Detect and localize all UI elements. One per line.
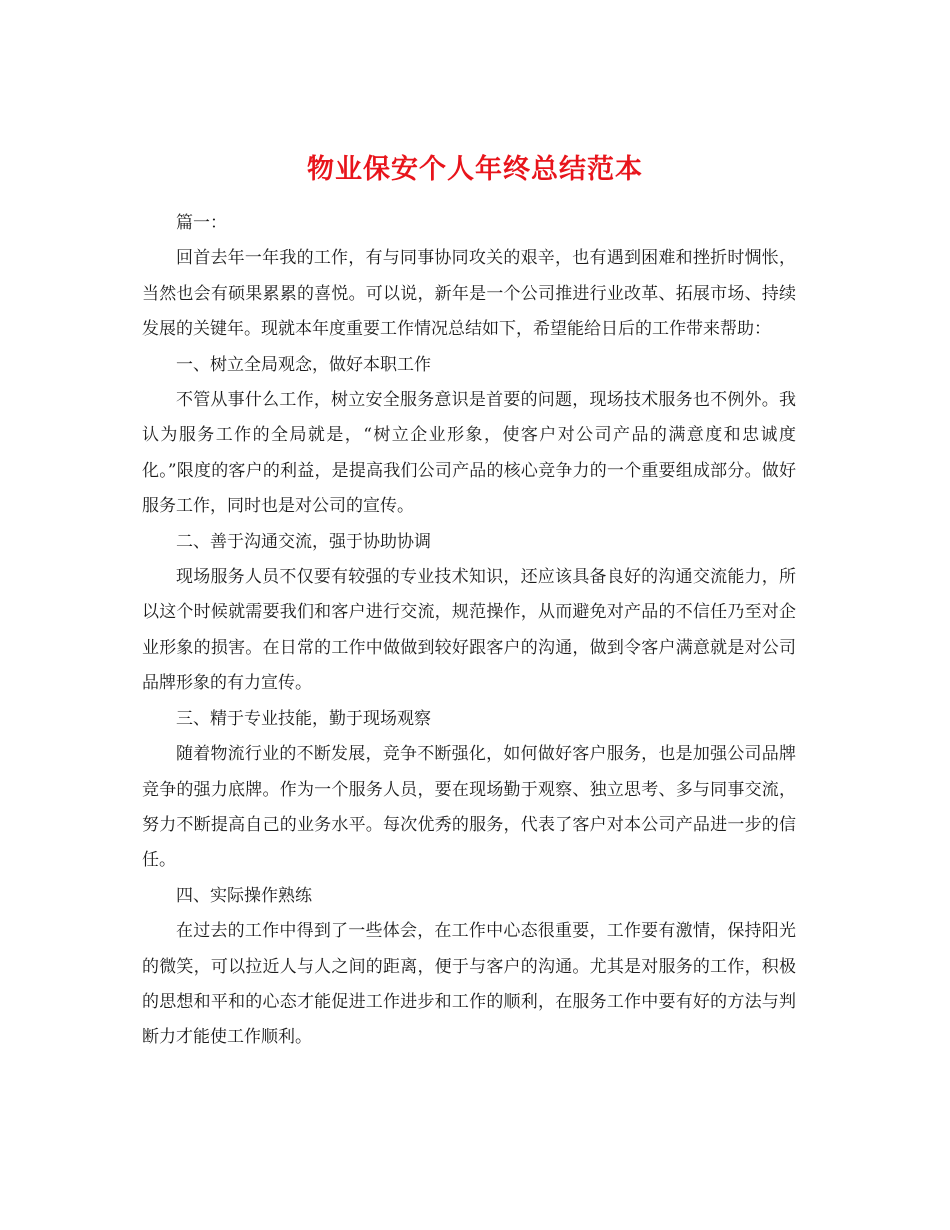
- heading-section-2: 二、善于沟通交流，强于协助协调: [176, 531, 431, 552]
- page-title: 物业保安个人年终总结范本: [307, 154, 643, 186]
- paragraph-intro: 回首去年一年我的工作，有与同事协同攻关的艰辛，也有遇到困难和挫折时惆怅，当然也会有硕果累累的喜悦。可以说，新年是一个公司推进行业改革、拓展市场、持续发展的关键年。现就本年度重要工作情况总结如下，希望能给日后的工作带来帮助：: [142, 248, 796, 340]
- heading-section-4: 四、实际操作熟练: [176, 885, 312, 906]
- paragraph-section-4: 在过去的工作中得到了一些体会，在工作中心态很重要，工作要有激情，保持阳光的微笑，可以拉近人与人之间的距离，便于与客户的沟通。尤其是对服务的工作，积极的思想和平和的心态才能促进工作进步和工作的顺利，在服务工作中要有好的方法与判断力才能使工作顺利。: [142, 921, 796, 1048]
- heading-section-3: 三、精于专业技能，勤于现场观察: [176, 708, 431, 729]
- heading-section-1: 一、树立全局观念，做好本职工作: [176, 354, 431, 375]
- paragraph-section-2: 现场服务人员不仅要有较强的专业技术知识，还应该具备良好的沟通交流能力，所以这个时候就需要我们和客户进行交流，规范操作，从而避免对产品的不信任乃至对企业形象的损害。在日常的工作中做做到较好跟客户的沟通，做到令客户满意就是对公司品牌形象的有力宣传。: [142, 567, 796, 694]
- paragraph-section-3: 随着物流行业的不断发展，竞争不断强化，如何做好客户服务，也是加强公司品牌竞争的强力底牌。作为一个服务人员，要在现场勤于观察、独立思考、多与同事交流，努力不断提高自己的业务水平。每次优秀的服务，代表了客户对本公司产品进一步的信任。: [142, 744, 796, 871]
- paragraph-section-1: 不管从事什么工作，树立安全服务意识是首要的问题，现场技术服务也不例外。我认为服务工作的全局就是，“树立企业形象，使客户对公司产品的满意度和忠诚度化。”限度的客户的利益，是提高我们公司产品的核心竞争力的一个重要组成部分。做好服务工作，同时也是对公司的宣传。: [142, 390, 796, 517]
- document-body: [142, 206, 796, 1056]
- paragraph-section-label: 篇一：: [176, 213, 227, 233]
